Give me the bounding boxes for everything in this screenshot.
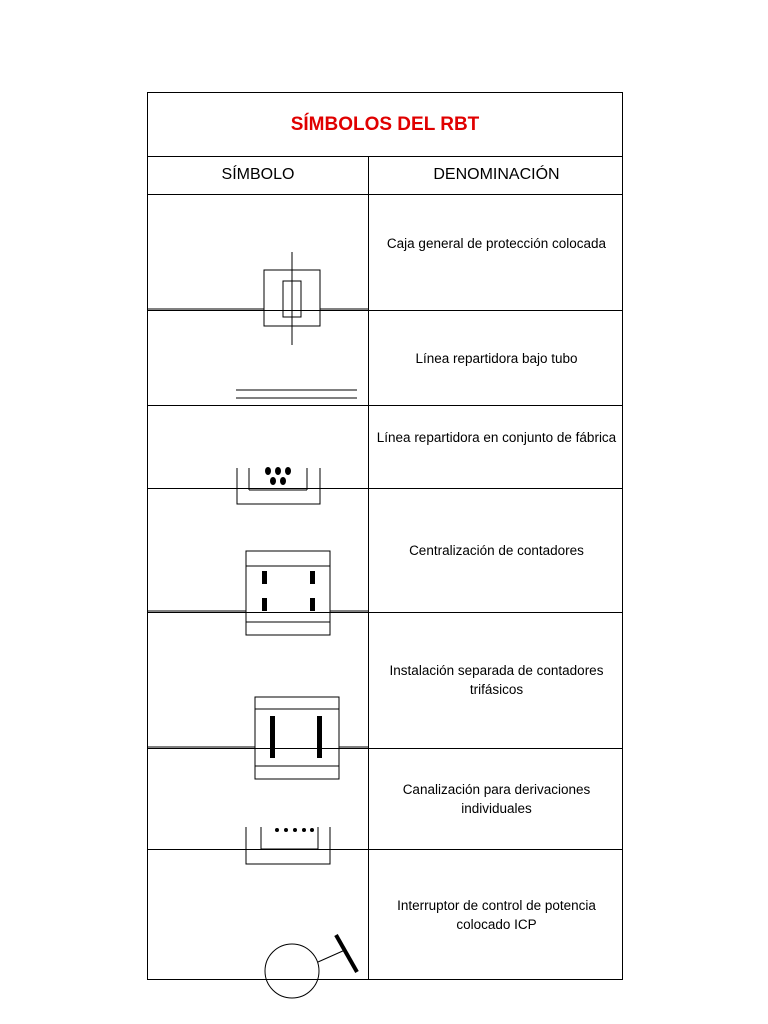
list-item: Centralización de contadores [409, 543, 584, 558]
list-item: Línea repartidora bajo tubo [415, 351, 578, 366]
list-item: Línea repartidora en conjunto de fábrica [376, 430, 617, 445]
caja-general-proteccion-icon [264, 252, 320, 345]
header-name: DENOMINACIÓN [433, 166, 560, 183]
list-item: Interruptor de control de potencia colocado ICP [397, 898, 596, 932]
header-symbol: SÍMBOLO [221, 166, 295, 183]
centralizacion-contadores-icon [246, 551, 330, 635]
interruptor-control-potencia-icp-icon [265, 935, 357, 998]
linea-repartidora-conjunto-fabrica-icon [237, 467, 320, 504]
list-item: Canalización para derivaciones individuales [402, 782, 591, 816]
list-item: Instalación separada de contadores trifásicos [389, 663, 604, 697]
canalizacion-derivaciones-individuales-icon [246, 827, 330, 864]
table-title: SÍMBOLOS DEL RBT [290, 113, 480, 135]
instalacion-separada-contadores-trifasicos-icon [255, 697, 339, 779]
linea-repartidora-bajo-tubo-icon [236, 390, 357, 398]
list-item: Caja general de protección colocada [386, 236, 607, 251]
